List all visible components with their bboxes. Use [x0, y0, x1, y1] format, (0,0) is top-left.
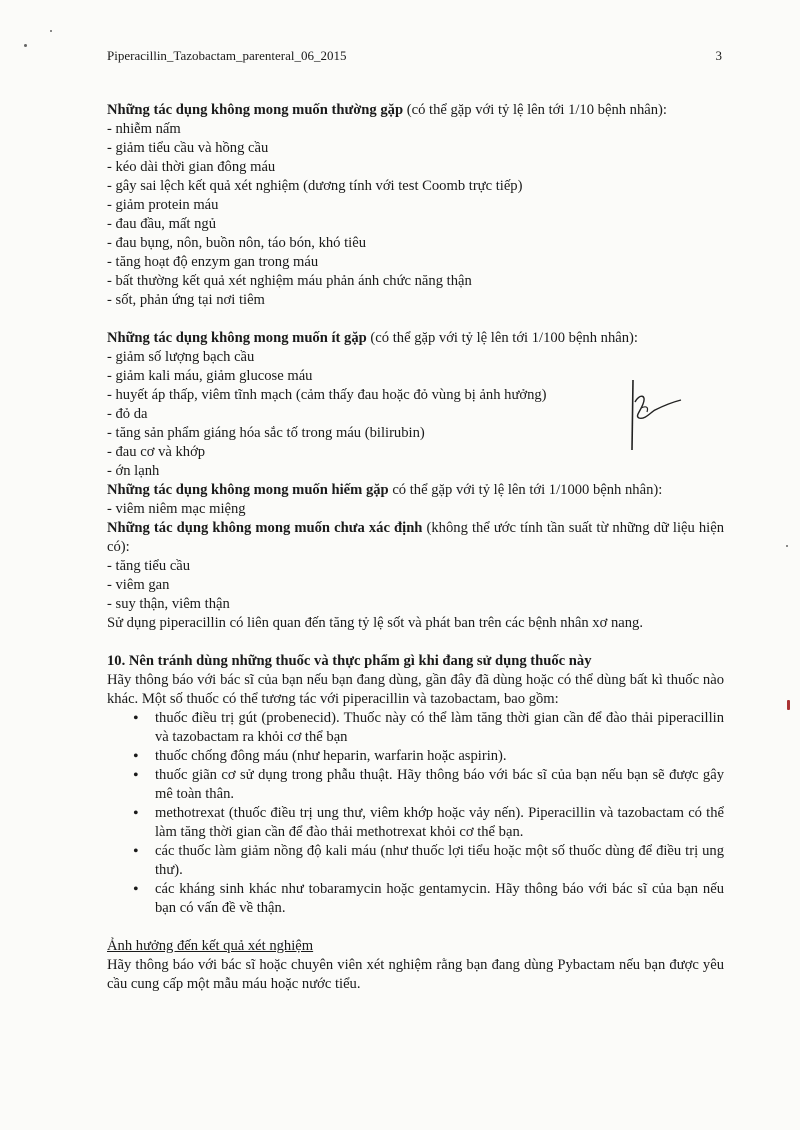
unknown-heading-rest: (không thể ước tính tần suất từ những dữ liệu hiện có): [107, 520, 724, 555]
list-item: • methotrexat (thuốc điều trị ung thư, viêm khớp hoặc vảy nến). Piperacillin và tazobactam có thể làm tăng thời gian cần để đào thải methotrexat khỏi cơ thể bạn. [107, 804, 724, 842]
list-item: • các thuốc làm giảm nồng độ kali máu (như thuốc lợi tiểu hoặc một số thuốc dùng để điều trị ung thư). [107, 842, 724, 880]
section-10-heading [107, 652, 724, 671]
list-item: - đau cơ và khớp [107, 444, 206, 460]
spacer [107, 310, 724, 329]
list-item: - suy thận, viêm thận [107, 596, 230, 612]
uncommon-effects-heading [107, 329, 724, 348]
list-item: - giảm số lượng bạch cầu [107, 349, 255, 365]
scan-speck [50, 30, 52, 32]
page-header [107, 48, 722, 64]
list-item: - kéo dài thời gian đông máu [107, 159, 276, 175]
page-body [107, 101, 724, 994]
scan-speck [24, 44, 27, 47]
scan-speck [786, 545, 788, 547]
list-item: - đau đầu, mất ngủ [107, 216, 217, 232]
rare-heading-bold: Những tác dụng không mong muốn hiếm gặp [107, 482, 389, 498]
list-item: • các kháng sinh khác như tobaramycin hoặc gentamycin. Hãy thông báo với bác sĩ của bạn nếu bạn có vấn đề về thận. [107, 880, 724, 918]
rare-heading-rest: có thể gặp với tỷ lệ lên tới 1/1000 bệnh nhân): [388, 482, 663, 498]
page-number: 3 [715, 48, 722, 63]
lab-results-heading: Ảnh hưởng đến kết quả xét nghiệm [107, 938, 314, 954]
unknown-effects-heading [107, 519, 724, 557]
uncommon-heading-bold: Những tác dụng không mong muốn ít gặp [107, 330, 367, 346]
list-item: - tăng sản phẩm giáng hóa sắc tố trong máu (bilirubin) [107, 425, 425, 441]
lab-results-text: Hãy thông báo với bác sĩ hoặc chuyên viên xét nghiệm rằng bạn đang dùng Pybactam nếu bạn được yêu cầu cung cấp một mẫu máu hoặc nước tiểu. [107, 957, 724, 992]
list-item: - tăng hoạt độ enzym gan trong máu [107, 254, 319, 270]
spacer [107, 633, 724, 652]
section-10-title: 10. Nên tránh dùng những thuốc và thực phẩm gì khi đang sử dụng thuốc này [107, 653, 592, 669]
list-item: - nhiễm nấm [107, 121, 181, 137]
document-name: Piperacillin_Tazobactam_parenteral_06_2015 [107, 48, 347, 63]
list-item: - giảm protein máu [107, 197, 219, 213]
list-item: - giảm kali máu, giảm glucose máu [107, 368, 313, 384]
common-heading-bold: Những tác dụng không mong muốn thường gặp [107, 102, 404, 118]
list-item: - huyết áp thấp, viêm tĩnh mạch (cảm thấy đau hoặc đỏ vùng bị ảnh hưởng) [107, 387, 547, 403]
section-10-intro: Hãy thông báo với bác sĩ của bạn nếu bạn đang dùng, gần đây đã dùng hoặc có thể dùng bất kì thuốc nào khác. Một số thuốc có thể tương tác với piperacillin và tazobactam, bao gồm: [107, 672, 724, 707]
list-item: • thuốc chống đông máu (như heparin, warfarin hoặc aspirin). [107, 747, 724, 766]
list-item: - đỏ da [107, 406, 148, 422]
uncommon-heading-rest: (có thể gặp với tỷ lệ lên tới 1/100 bệnh nhân): [366, 330, 638, 346]
cystic-fibrosis-note: Sử dụng piperacillin có liên quan đến tăng tỷ lệ sốt và phát ban trên các bệnh nhân xơ nang. [107, 615, 643, 631]
spacer [107, 918, 724, 937]
list-item: - gây sai lệch kết quả xét nghiệm (dương tính với test Coomb trực tiếp) [107, 178, 523, 194]
interaction-list [107, 709, 724, 918]
common-heading-rest: (có thể gặp với tỷ lệ lên tới 1/10 bệnh nhân): [403, 102, 667, 118]
list-item: - ớn lạnh [107, 463, 160, 479]
list-item: - giảm tiểu cầu và hồng cầu [107, 140, 269, 156]
list-item: • thuốc giãn cơ sử dụng trong phẫu thuật. Hãy thông báo với bác sĩ của bạn nếu bạn sẽ được gây mê toàn thân. [107, 766, 724, 804]
unknown-heading-bold: Những tác dụng không mong muốn chưa xác định [107, 520, 423, 536]
rare-effects-heading [107, 481, 724, 500]
list-item: - bất thường kết quả xét nghiệm máu phản ánh chức năng thận [107, 273, 472, 289]
handwritten-initials [615, 372, 685, 452]
list-item: - tăng tiểu cầu [107, 558, 191, 574]
list-item: - đau bụng, nôn, buồn nôn, táo bón, khó tiêu [107, 235, 367, 251]
scan-speck [787, 700, 790, 710]
list-item: • thuốc điều trị gút (probenecid). Thuốc này có thể làm tăng thời gian cần để đào thải piperacillin và tazobactam ra khỏi cơ thể bạn [107, 709, 724, 747]
list-item: - sốt, phản ứng tại nơi tiêm [107, 292, 265, 308]
list-item: - viêm niêm mạc miệng [107, 501, 246, 517]
list-item: - viêm gan [107, 577, 170, 593]
common-effects-heading [107, 101, 724, 120]
